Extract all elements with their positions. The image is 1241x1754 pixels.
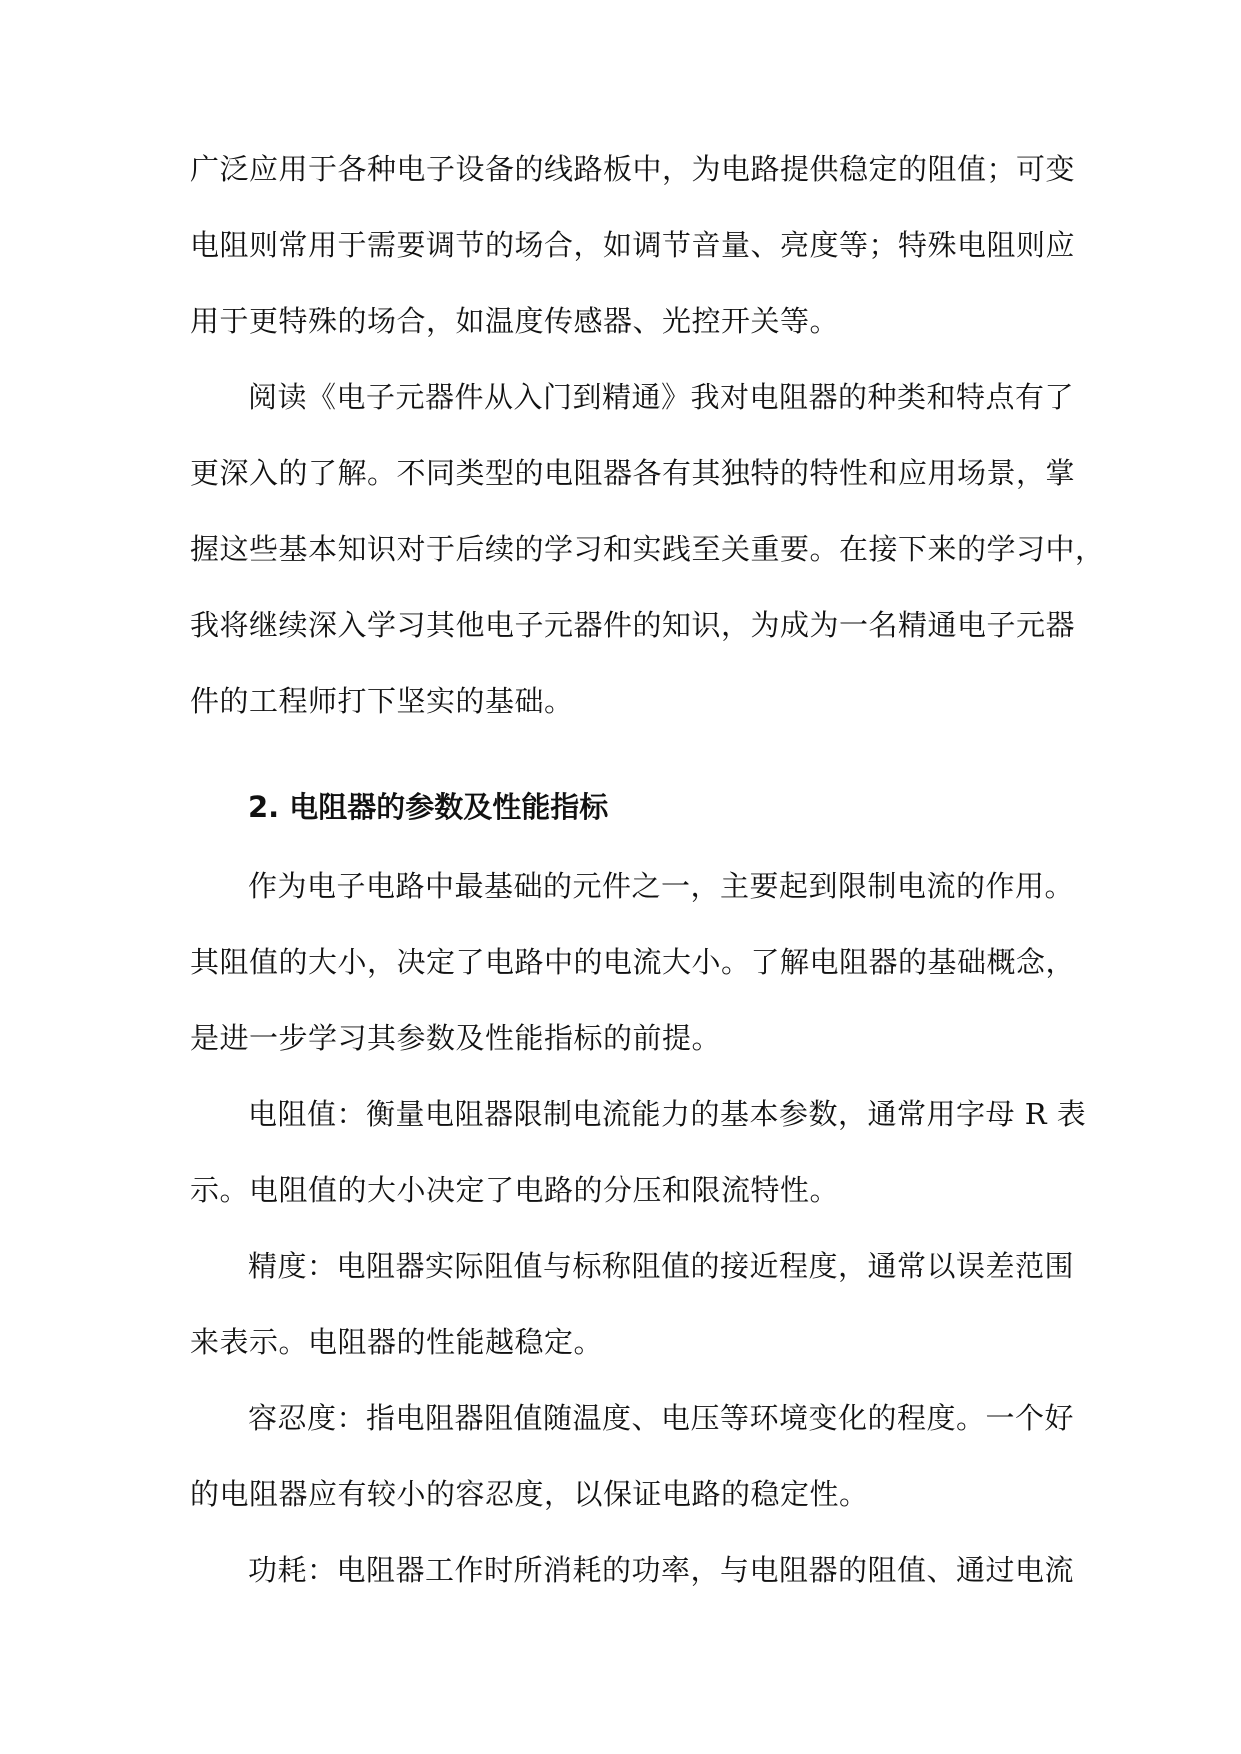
paragraph-line: 电阻值：衡量电阻器限制电流能力的基本参数，通常用字母 R 表 (248, 1097, 1087, 1131)
paragraph-line: 我将继续深入学习其他电子元器件的知识，为成为一名精通电子元器 (190, 608, 1076, 642)
section-heading: 2. 电阻器的参数及性能指标 (248, 790, 609, 824)
paragraph-line: 电阻则常用于需要调节的场合，如调节音量、亮度等；特殊电阻则应 (190, 228, 1076, 262)
paragraph-line: 其阻值的大小，决定了电路中的电流大小。了解电阻器的基础概念， (190, 945, 1076, 979)
paragraph-line: 示。电阻值的大小决定了电路的分压和限流特性。 (190, 1173, 840, 1207)
paragraph-line: 容忍度：指电阻器阻值随温度、电压等环境变化的程度。一个好 (248, 1401, 1075, 1435)
paragraph-line: 是进一步学习其参数及性能指标的前提。 (190, 1021, 722, 1055)
paragraph-line: 阅读《电子元器件从入门到精通》我对电阻器的种类和特点有了 (248, 380, 1075, 414)
paragraph-line: 作为电子电路中最基础的元件之一，主要起到限制电流的作用。 (248, 869, 1075, 903)
paragraph-line: 精度：电阻器实际阻值与标称阻值的接近程度，通常以误差范围 (248, 1249, 1075, 1283)
paragraph-line: 来表示。电阻器的性能越稳定。 (190, 1325, 604, 1359)
paragraph-line: 功耗：电阻器工作时所消耗的功率，与电阻器的阻值、通过电流 (248, 1553, 1075, 1587)
paragraph-line: 广泛应用于各种电子设备的线路板中，为电路提供稳定的阻值；可变 (190, 152, 1076, 186)
paragraph-line: 件的工程师打下坚实的基础。 (190, 684, 574, 718)
paragraph-line: 握这些基本知识对于后续的学习和实践至关重要。在接下来的学习中， (190, 532, 1105, 566)
paragraph-line: 的电阻器应有较小的容忍度，以保证电路的稳定性。 (190, 1477, 869, 1511)
paragraph-line: 更深入的了解。不同类型的电阻器各有其独特的特性和应用场景，掌 (190, 456, 1076, 490)
paragraph-line: 用于更特殊的场合，如温度传感器、光控开关等。 (190, 304, 840, 338)
